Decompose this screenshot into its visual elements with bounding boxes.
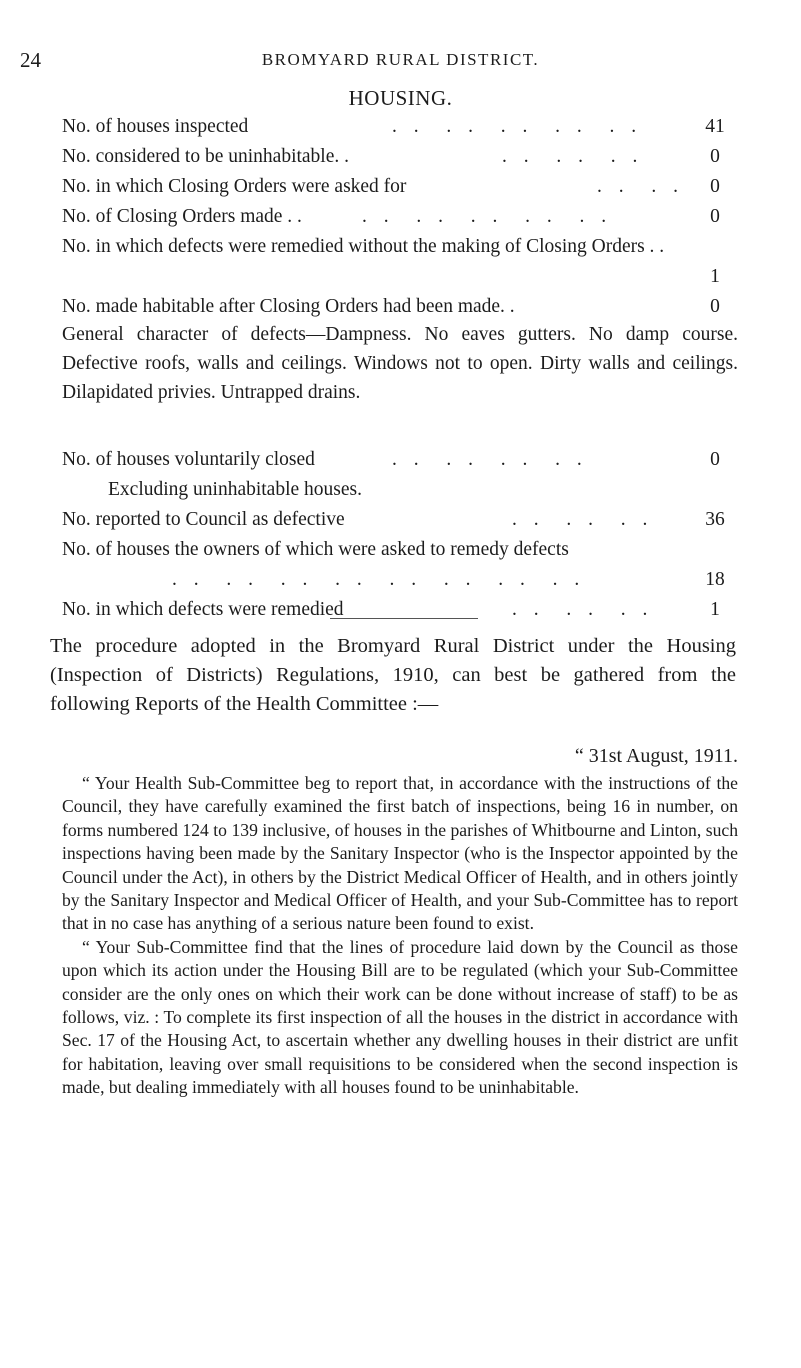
leader-dots: . . . . . . . . . .: [392, 116, 643, 137]
stat-value: 0: [710, 296, 720, 317]
stat-value: 1: [710, 599, 720, 620]
stat-value: 0: [710, 449, 720, 470]
stat-label: No. of houses the owners of which were asked to remedy defects: [62, 539, 569, 560]
stat-value: 0: [710, 176, 720, 197]
stat-label: No. of houses voluntarily closed: [62, 449, 315, 470]
report-paragraph: “ Your Sub-Committee find that the lines of procedure laid down by the Council as those upon which its action under the Housing Bill are to be regulated (which your Sub-Committee consider are the only ones on which their work can be done without increase of staff) to be as follows, viz. : To complete its first inspection of all the houses in the district in accordance with Sec. 17 of the Housing Act, to ascertain whether any dwelling houses in their district are unfit for habitation, leaving over small requisitions to be considered when the second inspection is made, but dealing immediately with all houses found to be uninhabitable.: [62, 936, 738, 1098]
stat-label: No. reported to Council as defective: [62, 509, 345, 530]
leader-dots: . . . . . .: [512, 509, 654, 530]
report-date: “ 31st August, 1911.: [574, 745, 738, 767]
leader-dots: . . . . . . . . . .: [362, 206, 613, 227]
leader-dots: . . . . . . . . . . . . . . . .: [172, 569, 586, 590]
stat-label: No. made habitable after Closing Orders had been made. .: [62, 296, 515, 317]
stat-row: [62, 172, 738, 202]
stat-row: [62, 505, 738, 535]
leader-dots: . . . . . .: [512, 599, 654, 620]
stat-label: No. of houses inspected: [62, 116, 249, 137]
stat-value: 18: [705, 569, 725, 590]
stat-row: [62, 232, 738, 292]
report-paragraph: “ Your Health Sub-Committee beg to report that, in accordance with the instructions of the Council, they have carefully examined the first batch of inspections, being 16 in number, on forms numbered 124 to 139 inclusive, of houses in the parishes of Whitbourne and Linton, such inspections having been made by the Sanitary Inspector (who is the Inspector appointed by the Council under the Act), in others by the District Medical Officer of Health, and in others jointly by the Sanitary Inspector and Medical Officer of Health, and your Sub-Committee has to report that in no case has anything of a serious nature been found to exist.: [62, 773, 738, 934]
section-divider: [330, 618, 478, 619]
leader-dots: . . . . . . . .: [392, 449, 588, 470]
inspection-stats-table: [62, 112, 738, 322]
stat-label: No. in which Closing Orders were asked for: [62, 176, 407, 197]
leader-dots: . . . .: [597, 176, 684, 197]
stat-row: [62, 445, 738, 475]
section-heading: HOUSING.: [348, 86, 453, 110]
voluntary-stats-table: [62, 445, 738, 625]
stat-value: 41: [705, 116, 725, 137]
stat-value: 1: [710, 266, 720, 287]
intro-paragraph: The procedure adopted in the Bromyard Rural District under the Housing (Inspection of Districts) Regulations, 1910, can best be gathered from the following Reports of the Health Committee :—: [50, 635, 736, 715]
stat-row: [62, 292, 738, 322]
committee-report: [62, 772, 738, 1100]
leader-dots: . . . . . .: [502, 146, 644, 167]
stat-row: [62, 112, 738, 142]
stat-label: No. in which defects were remedied without the making of Closing Orders . .: [62, 236, 665, 257]
general-character-text: General character of defects—Dampness. No eaves gutters. No damp course. Defective roofs, walls and ceilings. Windows not to open. Dirty walls and ceilings. Dilapidated privies. Untrapped drains.: [62, 324, 738, 403]
stat-row: [62, 535, 738, 595]
stat-label: No. of Closing Orders made . .: [62, 206, 302, 227]
stat-label: No. in which defects were remedied: [62, 599, 344, 620]
note-row: [62, 475, 738, 505]
stat-value: 36: [705, 509, 725, 530]
stat-value: 0: [710, 146, 720, 167]
excluding-note: Excluding uninhabitable houses.: [108, 479, 362, 500]
stat-value: 0: [710, 206, 720, 227]
page-number: 24: [20, 48, 41, 72]
stat-row: [62, 202, 738, 232]
stat-row: [62, 142, 738, 172]
running-header: BROMYARD RURAL DISTRICT.: [261, 50, 540, 69]
stat-label: No. considered to be uninhabitable. .: [62, 146, 350, 167]
stat-row: [62, 595, 738, 625]
